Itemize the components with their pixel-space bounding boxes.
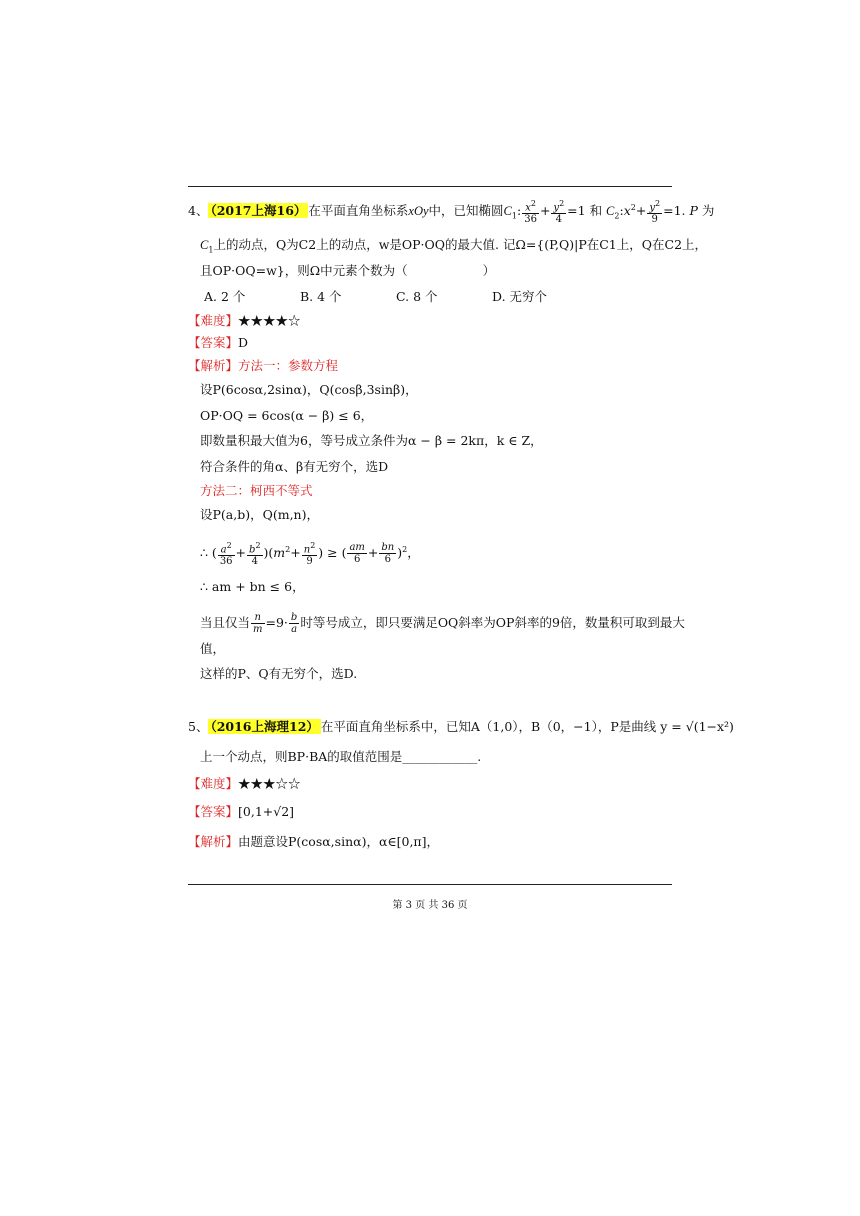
analysis-label: 【解析】 xyxy=(188,358,239,373)
m1-line4: 符合条件的角α、β有无穷个，选D xyxy=(200,459,389,474)
m2-line4-rest: 时等号成立，即只要满足OQ斜率为OP斜率的9倍，数量积可取到最大 xyxy=(300,615,685,630)
page-footer: 第 3 页 共 36 页 xyxy=(392,900,468,911)
option-c: C. 8 个 xyxy=(396,289,438,304)
problem4-line2: $C_1$上的动点，Q为C2上的动点，w是OP·OQ的最大值. 记Ω={(P,Q)|P在C1上，Q在C2上， xyxy=(200,237,708,255)
bottom-rule xyxy=(188,884,672,885)
problem5-line2: 上一个动点，则BP·BA的取值范围是____________. xyxy=(200,749,482,764)
answer-label: 【答案】 xyxy=(188,335,239,350)
m2-line4: 当且仅当 $\frac{n}{m}$ =9· $\frac{b}{a}$ 时等号成立，即只要满足OQ斜率为OP斜率的9倍，数量积可取到最大 xyxy=(200,612,685,635)
difficulty-label-5: 【难度】 xyxy=(188,776,239,791)
difficulty-label: 【难度】 xyxy=(188,313,239,328)
analysis-label-5: 【解析】 xyxy=(188,834,239,849)
answer-label-5: 【答案】 xyxy=(188,804,239,819)
problem4-intro2: 中，已知椭圆 xyxy=(428,203,504,219)
m2-line5: 值， xyxy=(200,641,226,656)
difficulty-stars-5: ★★★☆☆ xyxy=(238,776,301,791)
problem4-difficulty xyxy=(188,312,301,330)
method2-title: 方法二：柯西不等式 xyxy=(200,483,313,498)
m1-line3: 即数量积最大值为6，等号成立条件为α − β = 2kπ，k ∈ Z， xyxy=(200,433,543,448)
problem4-line3: 且OP·OQ=w}，则Ω中元素个数为（ ） xyxy=(200,263,496,278)
problem5-analysis xyxy=(188,833,439,851)
m1-line1: 设P(6cosα,2sinα)，Q(cosβ,3sinβ)， xyxy=(200,382,418,397)
problem4-intro: 在平面直角坐标系 xyxy=(308,203,409,219)
difficulty-stars: ★★★★☆ xyxy=(238,313,301,328)
problem5-answer xyxy=(188,803,294,821)
problem5-number: 5、 xyxy=(188,719,209,734)
problem5-source-highlight: （2016上海理12） xyxy=(210,719,319,734)
option-d: D. 无穷个 xyxy=(492,289,548,304)
problem5-line1-text: 在平面直角坐标系中，已知A（1,0），B（0，−1），P是曲线 y = √(1−x²) xyxy=(320,719,734,734)
problem4-answer xyxy=(188,334,248,352)
answer-value-5: [0,1+√2] xyxy=(238,804,295,819)
problem4-source-highlight: （2017上海16） xyxy=(210,203,307,219)
problem5-line1 xyxy=(188,718,734,736)
answer-value: D xyxy=(238,335,249,350)
problem4-coord-sys: xOy xyxy=(408,204,429,219)
option-b: B. 4 个 xyxy=(300,289,342,304)
m1-line2: OP·OQ = 6cos(α − β) ≤ 6， xyxy=(200,408,374,423)
problem4-options xyxy=(204,288,588,306)
m2-line2-cauchy: ∴ ( $\frac{a^2}{36}$ + $\frac{b^2}{4}$ )($m^2+$ $\frac{n^2}{9}$ ) ≥ ( $\frac{am}{6}$ + $\frac{bn}{6}$ )$^2$， xyxy=(200,541,420,568)
m2-line4-prefix: 当且仅当 xyxy=(200,615,251,630)
m2-line6: 这样的P、Q有无穷个，选D. xyxy=(200,666,358,681)
m2-line3: ∴ am + bn ≤ 6， xyxy=(200,579,305,594)
problem4-number: 4、 xyxy=(188,203,209,219)
problem5-difficulty xyxy=(188,775,301,793)
top-rule xyxy=(188,186,672,187)
option-a: A. 2 个 xyxy=(204,289,246,304)
method1-title: 方法一：参数方程 xyxy=(238,358,339,373)
analysis-text-5: 由题意设P(cosα,sinα)，α∈[0,π]， xyxy=(238,834,440,849)
m2-line1: 设P(a,b)，Q(m,n)， xyxy=(200,507,319,522)
problem4-analysis-head xyxy=(188,357,338,375)
problem4-line2-text: 上的动点，Q为C2上的动点，w是OP·OQ的最大值. 记Ω={(P,Q)|P在C1上，Q在C2上， xyxy=(213,237,708,252)
problem4-line1: 4、 （2017上海16） 在平面直角坐标系xOy中，已知椭圆$C_1$: $\frac{x^2}{36}$ + $\frac{y^2}{4}$ =1 和 $C_2:x^2+$ $\frac{y^2}{9}$ =1. P 为 xyxy=(188,199,715,226)
